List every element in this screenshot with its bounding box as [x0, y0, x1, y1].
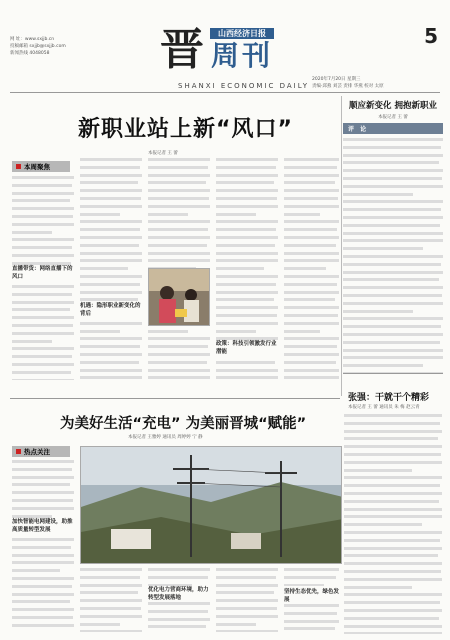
brand-english: SHANXI ECONOMIC DAILY: [178, 82, 309, 90]
section-marker-icon: [16, 164, 21, 169]
masthead-contact: [10, 36, 66, 57]
story2-byline: 本报记者 王雅婷 通讯员 周婷婷 宁 静: [128, 435, 203, 440]
brand-weekly-title: 周刊: [210, 39, 273, 72]
right-commentary-panel: [343, 100, 443, 370]
issue-info: [312, 76, 384, 90]
section-marker-icon: [16, 449, 21, 454]
power-grid-photo-image: [81, 447, 342, 564]
livestream-photo-image: [149, 269, 210, 326]
section-label-text: 本周聚焦: [24, 163, 50, 171]
story2-column-3b: [148, 602, 210, 632]
story1-subhead-1: 直播带货：网络直播下的风口: [12, 265, 76, 281]
story2-photo: [80, 446, 342, 564]
brand-box: [210, 28, 274, 74]
commentary-byline: 本报记者 王 蕾: [378, 115, 408, 120]
story2-headline: 为美好生活“充电” 为美丽晋城“赋能”: [60, 416, 307, 432]
story2-section-label: [12, 446, 70, 457]
section-label-text: 热点关注: [24, 448, 50, 456]
story2-subhead-1: 加快智能电网建设，助推高质量转型发展: [12, 518, 76, 534]
contact-line: 网 址：www.sxjjb.cn: [10, 37, 55, 42]
page-number: 5: [424, 24, 438, 48]
story1-subhead-2: 机遇：隐形职业新变化的背后: [80, 302, 144, 318]
story2-subhead-3: 坚持生态优先，绿色发展: [284, 589, 340, 603]
story1-photo: [148, 268, 210, 326]
brand-calligraphy: 晋: [160, 24, 204, 75]
profile-headline: 张强：干就干个精彩: [348, 393, 430, 403]
newspaper-brand: [160, 20, 310, 98]
profile-body: [344, 414, 442, 634]
story2-column-4: [216, 568, 278, 632]
contact-line: 投稿邮箱 sxjjb@sxjjb.com: [10, 44, 66, 49]
story2-subhead-2: 优化电力营商环境，助力转型发展落地: [148, 587, 209, 601]
issue-date: 2020年7月20日 星期三: [312, 77, 361, 82]
story2-column-3a: [148, 568, 210, 586]
story1-column-5: [284, 158, 339, 380]
masthead-rule: [10, 92, 440, 93]
story1-column-2: [80, 158, 142, 380]
story2-column-5b: [284, 604, 339, 632]
brand-paper-name: 山西经济日报: [210, 28, 274, 39]
story-divider: [10, 398, 340, 399]
story1-byline: 本报记者 王 蕾: [148, 151, 178, 156]
story2-column-2: [80, 568, 142, 632]
contact-line: 新闻热线 4048058: [10, 51, 50, 56]
commentary-title: 顺应新变化 拥抱新职业: [349, 101, 437, 111]
column-divider: [341, 96, 342, 396]
issue-editors: 责编·邱燕 刘芸 责排 华燕 校对 太原: [312, 84, 384, 89]
story1-section-label: [12, 161, 70, 172]
story2-column-5a: [284, 568, 339, 586]
right-panel-rule: [343, 373, 443, 374]
story1-subhead-3: 政策：科技引领激发行业潜能: [216, 340, 280, 356]
story1-column-1b: [12, 285, 74, 380]
profile-byline: 本报记者 王 蕾 通讯员 朱 梅 赵云青: [348, 405, 420, 410]
story1-headline: 新职业站上新“风口”: [78, 117, 293, 142]
story2-column-1: [12, 460, 74, 632]
commentary-bar: 评 论: [343, 123, 443, 134]
commentary-body: [343, 138, 443, 374]
